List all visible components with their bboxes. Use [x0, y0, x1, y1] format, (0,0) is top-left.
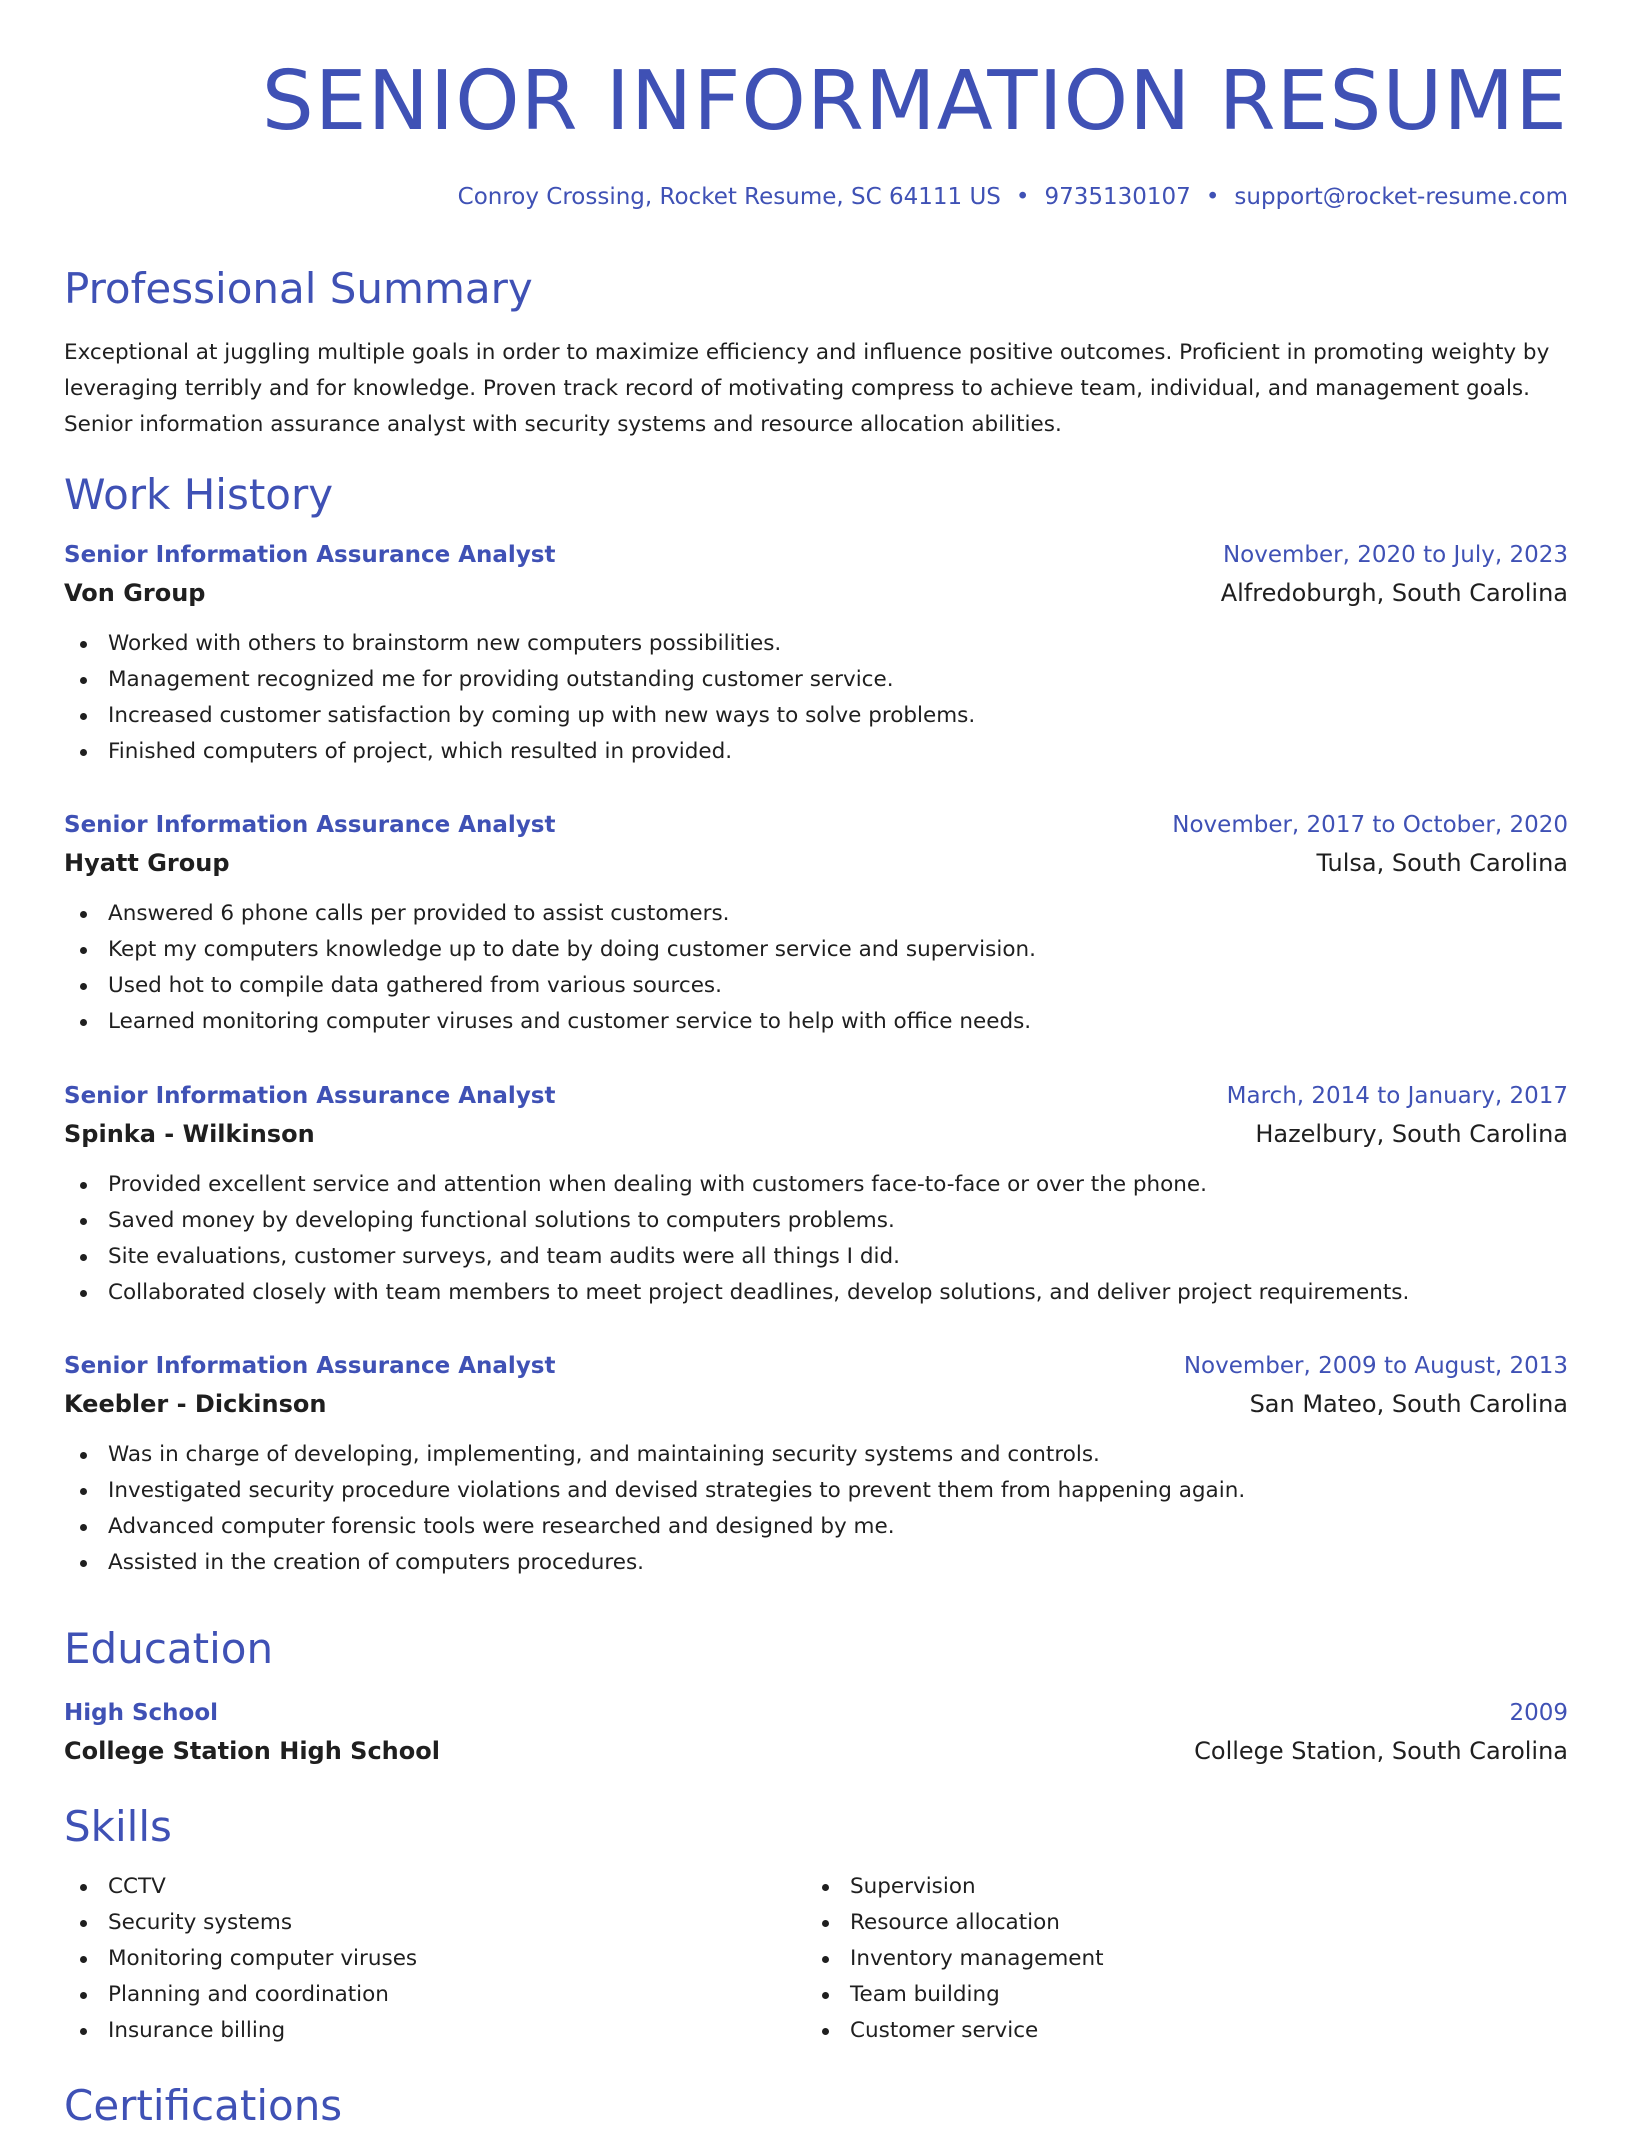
- skill-item: Monitoring computer viruses: [64, 1941, 764, 1977]
- skill-item: Supervision: [806, 1869, 1506, 1905]
- job-bullets: [64, 896, 1568, 1040]
- job-bullet: Learned monitoring computer viruses and customer service to help with office needs.: [64, 1004, 1568, 1040]
- certifications-heading: Certifications: [64, 2081, 343, 2130]
- contact-separator: •: [1015, 184, 1030, 210]
- skill-item: Security systems: [64, 1905, 764, 1941]
- skill-item: Team building: [806, 1977, 1506, 2013]
- job-dates: November, 2017 to October, 2020: [1172, 812, 1568, 838]
- job-title: Senior Information Assurance Analyst: [64, 1083, 556, 1109]
- summary-text: Exceptional at juggling multiple goals in order to maximize efficiency and influence positive outcomes. Proficient in promoting weighty by leveraging terribly and for knowledge. Proven track record of motivating compress to achieve team, individual, and management goals. Senior information assurance analyst with security systems and resource allocation abilities.: [64, 340, 1550, 437]
- job-dates: March, 2014 to January, 2017: [1226, 1083, 1568, 1109]
- job-entry: [64, 536, 1568, 770]
- job-bullets: [64, 1167, 1568, 1311]
- education-entry: [64, 1694, 1568, 1770]
- company-name: Spinka - Wilkinson: [64, 1120, 315, 1148]
- job-bullet: Used hot to compile data gathered from various sources.: [64, 968, 1568, 1004]
- job-bullet: Kept my computers knowledge up to date by doing customer service and supervision.: [64, 932, 1568, 968]
- job-title: Senior Information Assurance Analyst: [64, 812, 556, 838]
- skills-column-right: [806, 1855, 1506, 2049]
- job-bullets: [64, 626, 1568, 770]
- skills-list: [806, 1869, 1506, 2049]
- job-bullet: Answered 6 phone calls per provided to assist customers.: [64, 896, 1568, 932]
- education-heading: Education: [64, 1624, 274, 1673]
- job-bullet: Increased customer satisfaction by coming up with new ways to solve problems.: [64, 698, 1568, 734]
- job-location: San Mateo, South Carolina: [1249, 1390, 1568, 1418]
- skills-heading: Skills: [64, 1802, 172, 1851]
- job-location: Tulsa, South Carolina: [1316, 849, 1568, 877]
- skill-item: Resource allocation: [806, 1905, 1506, 1941]
- resume-title: SENIOR INFORMATION RESUME: [261, 54, 1568, 149]
- company-name: Hyatt Group: [64, 849, 230, 877]
- job-bullet: Was in charge of developing, implementing, and maintaining security systems and controls.: [64, 1437, 1568, 1473]
- job-bullet: Site evaluations, customer surveys, and team audits were all things I did.: [64, 1239, 1568, 1275]
- job-entry: [64, 1077, 1568, 1311]
- job-dates: November, 2020 to July, 2023: [1222, 542, 1568, 568]
- contact-line: [458, 181, 1568, 213]
- job-bullet: Finished computers of project, which resulted in provided.: [64, 734, 1568, 770]
- job-entry: [64, 1347, 1568, 1581]
- job-bullet: Investigated security procedure violations and devised strategies to prevent them from happening again.: [64, 1473, 1568, 1509]
- summary-heading: Professional Summary: [64, 264, 533, 313]
- contact-address: Conroy Crossing, Rocket Resume, SC 64111 US: [457, 184, 1001, 210]
- contact-email[interactable]: support@rocket-resume.com: [1234, 184, 1568, 210]
- skills-list: [64, 1869, 764, 2049]
- skill-item: Insurance billing: [64, 2013, 764, 2049]
- contact-separator: •: [1205, 184, 1220, 210]
- education-degree: High School: [64, 1700, 219, 1726]
- company-name: Keebler - Dickinson: [64, 1390, 327, 1418]
- skills-column-left: [64, 1855, 764, 2049]
- job-bullets: [64, 1437, 1568, 1581]
- job-location: Alfredoburgh, South Carolina: [1220, 579, 1568, 607]
- job-bullet: Saved money by developing functional solutions to computers problems.: [64, 1203, 1568, 1239]
- job-bullet: Worked with others to brainstorm new computers possibilities.: [64, 626, 1568, 662]
- contact-phone: 9735130107: [1044, 184, 1191, 210]
- work-history-heading: Work History: [64, 470, 334, 519]
- job-location: Hazelbury, South Carolina: [1255, 1120, 1568, 1148]
- skill-item: Planning and coordination: [64, 1977, 764, 2013]
- skill-item: Inventory management: [806, 1941, 1506, 1977]
- job-title: Senior Information Assurance Analyst: [64, 542, 556, 568]
- job-bullet: Collaborated closely with team members to meet project deadlines, develop solutions, and deliver project requirements.: [64, 1275, 1568, 1311]
- company-name: Von Group: [64, 579, 206, 607]
- job-bullet: Assisted in the creation of computers procedures.: [64, 1545, 1568, 1581]
- job-title: Senior Information Assurance Analyst: [64, 1353, 556, 1379]
- job-bullet: Management recognized me for providing outstanding customer service.: [64, 662, 1568, 698]
- job-dates: November, 2009 to August, 2013: [1183, 1353, 1568, 1379]
- job-bullet: Advanced computer forensic tools were researched and designed by me.: [64, 1509, 1568, 1545]
- school-location: College Station, South Carolina: [1194, 1737, 1568, 1765]
- education-year: 2009: [1509, 1700, 1568, 1726]
- job-bullet: Provided excellent service and attention when dealing with customers face-to-face or over the phone.: [64, 1167, 1568, 1203]
- skill-item: CCTV: [64, 1869, 764, 1905]
- skill-item: Customer service: [806, 2013, 1506, 2049]
- job-entry: [64, 806, 1568, 1040]
- school-name: College Station High School: [64, 1737, 440, 1765]
